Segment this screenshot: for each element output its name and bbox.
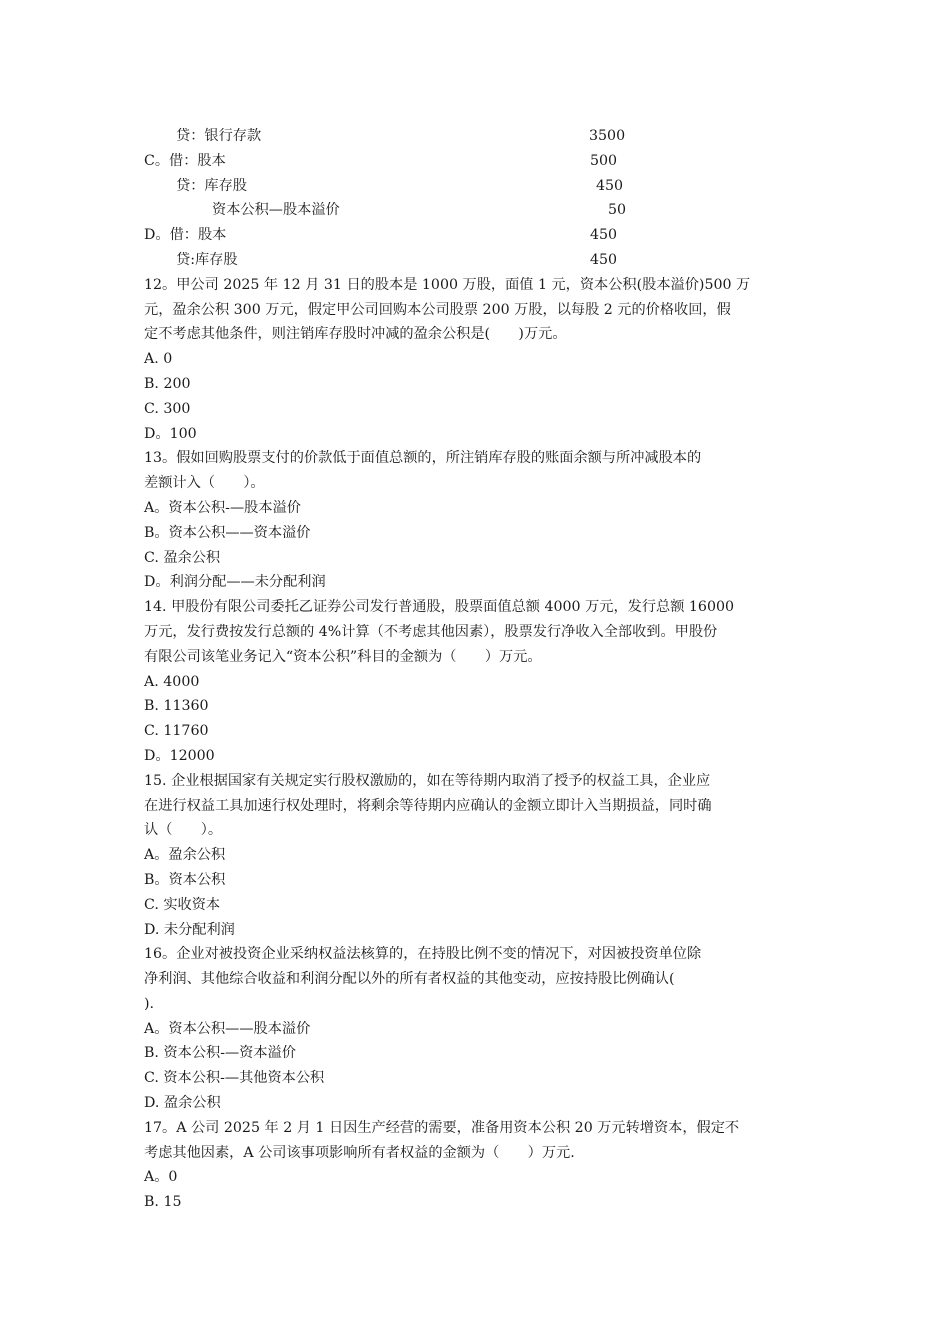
answer-option: A。资本公积-—股本溢价 xyxy=(144,499,301,516)
answer-option: C. 资本公积-—其他资本公积 xyxy=(144,1070,325,1087)
answer-option: B。资本公积——资本溢价 xyxy=(144,524,311,541)
journal-entry-line xyxy=(144,248,808,273)
answer-option: A。0 xyxy=(144,1169,178,1186)
entry-account: 贷：银行存款 xyxy=(176,128,262,144)
question-text-line: 有限公司该笔业务记入“资本公积”科目的金额为（ ）万元。 xyxy=(144,648,542,665)
entry-account: 贷:库存股 xyxy=(176,251,238,268)
question-text-line: 定不考虑其他条件，则注销库存股时冲减的盈余公积是( )万元。 xyxy=(144,326,567,343)
journal-entry-line xyxy=(144,174,808,199)
answer-option: C. 300 xyxy=(144,400,191,417)
question-text-line: 12。甲公司 2025 年 12 月 31 日的股本是 1000 万股，面值 1 元，资本公积(股本溢价)500 万 xyxy=(144,276,751,293)
entry-account: 资本公积—股本溢价 xyxy=(212,202,340,219)
answer-option: C. 盈余公积 xyxy=(144,549,221,566)
journal-entry-line xyxy=(144,149,808,174)
entry-amount: 450 xyxy=(590,227,618,244)
answer-option: A。资本公积——股本溢价 xyxy=(144,1020,311,1037)
question-text-line: 净利润、其他综合收益和利润分配以外的所有者权益的其他变动，应按持股比例确认( xyxy=(144,971,675,988)
answer-option: C. 11760 xyxy=(144,723,209,740)
question-text-line: 16。企业对被投资企业采纳权益法核算的，在持股比例不变的情况下，对因被投资单位除 xyxy=(144,946,702,963)
question-13 xyxy=(144,446,808,595)
document-content xyxy=(144,124,808,1215)
entry-account: 贷：库存股 xyxy=(176,177,247,194)
answer-option: B。资本公积 xyxy=(144,871,226,888)
question-text-line: 17。A 公司 2025 年 2 月 1 日因生产经营的需要，准备用资本公积 20 万元转增资本，假定不 xyxy=(144,1119,740,1136)
entry-amount: 450 xyxy=(596,177,624,194)
answer-option: B. 资本公积-—资本溢价 xyxy=(144,1045,296,1062)
question-text-line: ). xyxy=(144,995,155,1012)
answer-option: D。12000 xyxy=(144,747,215,764)
answer-option: A。盈余公积 xyxy=(144,847,226,864)
answer-option: B. 11360 xyxy=(144,698,209,715)
answer-option: B. 200 xyxy=(144,375,191,392)
question-text-line: 14. 甲股份有限公司委托乙证券公司发行普通股，股票面值总额 4000 万元，发行总额 16000 xyxy=(144,599,735,616)
question-15 xyxy=(144,769,808,943)
answer-option: D. 未分配利润 xyxy=(144,921,235,938)
journal-entry-line xyxy=(144,124,808,149)
question-text-line: 考虑其他因素，A 公司该事项影响所有者权益的金额为（ ）万元. xyxy=(144,1144,575,1161)
question-12 xyxy=(144,273,808,447)
question-text-line: 差额计入（ ）。 xyxy=(144,475,265,492)
entry-account: D。借：股本 xyxy=(144,227,227,244)
question-text-line: 万元，发行费按发行总额的 4%计算（不考虑其他因素），股票发行净收入全部收到。甲股份 xyxy=(144,623,718,640)
entry-account: C。借：股本 xyxy=(144,152,226,169)
question-text-line: 15. 企业根据国家有关规定实行股权激励的，如在等待期内取消了授予的权益工具，企业应 xyxy=(144,772,711,789)
question-14 xyxy=(144,595,808,769)
answer-option: D。利润分配——未分配利润 xyxy=(144,574,326,591)
answer-option: B. 15 xyxy=(144,1194,182,1211)
journal-entry-line xyxy=(144,223,808,248)
answer-option: A. 4000 xyxy=(144,673,200,690)
answer-option: D。100 xyxy=(144,425,197,442)
question-text-line: 13。假如回购股票支付的价款低于面值总额的，所注销库存股的账面余额与所冲减股本的 xyxy=(144,450,702,467)
question-text-line: 在进行权益工具加速行权处理时，将剩余等待期内应确认的金额立即计入当期损益，同时确 xyxy=(144,797,712,814)
answer-option: C. 实收资本 xyxy=(144,896,221,913)
question-text-line: 认（ ）。 xyxy=(144,822,223,839)
answer-option: D. 盈余公积 xyxy=(144,1095,221,1112)
question-text-line: 元，盈余公积 300 万元，假定甲公司回购本公司股票 200 万股，以每股 2 元的价格收回，假 xyxy=(144,301,731,318)
question-17 xyxy=(144,1116,808,1215)
entry-amount: 3500 xyxy=(589,128,626,144)
question-16 xyxy=(144,942,808,1116)
answer-option: A. 0 xyxy=(144,351,173,368)
journal-entry-line xyxy=(144,198,808,223)
entry-amount: 450 xyxy=(590,251,618,268)
entry-amount: 500 xyxy=(590,152,618,169)
entry-amount: 50 xyxy=(608,202,627,219)
